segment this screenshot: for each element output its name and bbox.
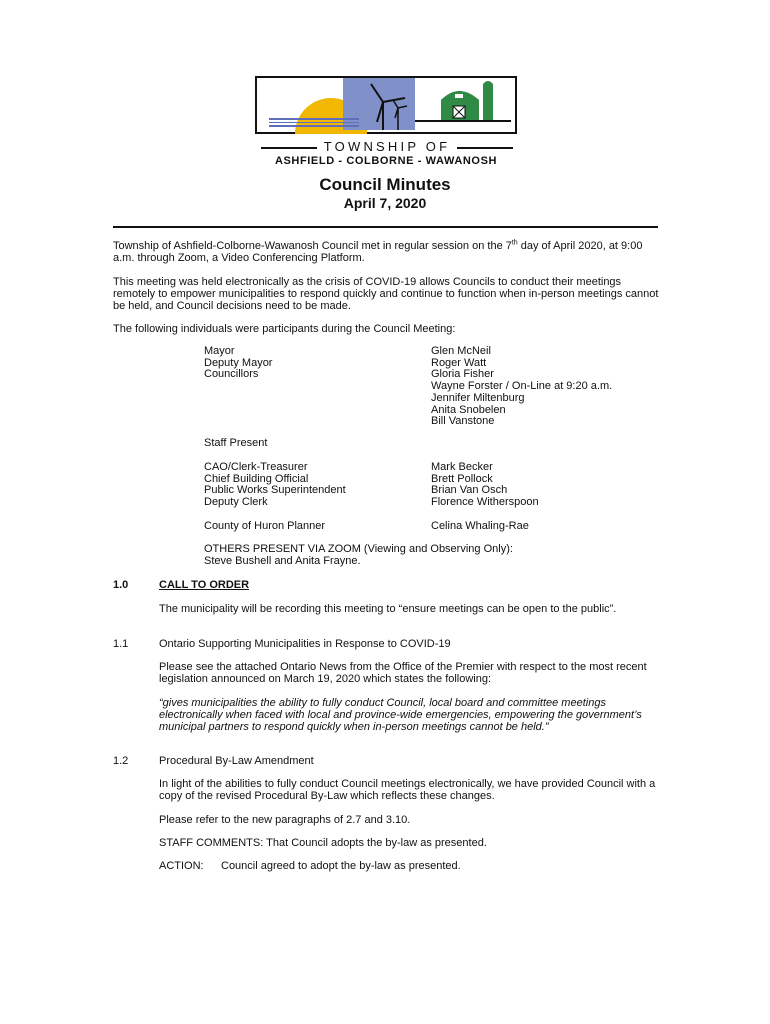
- staff-roles: [204, 462, 346, 509]
- staff-role: Chief Building Official: [204, 472, 309, 485]
- section-heading-bylaw: Procedural By-Law Amendment: [159, 755, 314, 767]
- council-action: [159, 860, 659, 872]
- section-body: In light of the abilities to fully conduct Council meetings electronically, we have provided Council with a copy of the revised Procedural By-Law which reflects these changes.: [159, 778, 656, 802]
- logo-municipality-names: ASHFIELD - COLBORNE - WAWANOSH: [274, 155, 498, 167]
- action-text: Council agreed to adopt the by-law as presented.: [221, 860, 461, 872]
- staff-member: Florence Witherspoon: [431, 496, 539, 509]
- logo-township-text: TOWNSHIP OF: [323, 139, 451, 154]
- participants-intro: The following individuals were participants during the Council Meeting:: [113, 323, 456, 335]
- others-present-heading: OTHERS PRESENT VIA ZOOM (Viewing and Observing Only):: [204, 543, 513, 555]
- role-deputy-mayor: Deputy Mayor: [204, 356, 273, 369]
- staff-member: Mark Becker: [431, 461, 493, 473]
- logo-township-heading: [255, 140, 517, 156]
- logo-rule-right: [457, 147, 513, 149]
- meeting-date: April 7, 2020: [343, 195, 427, 211]
- staff-role: Deputy Clerk: [204, 496, 268, 509]
- council-member: Wayne Forster / On-Line at 9:20 a.m.: [431, 380, 613, 393]
- staff-comments: STAFF COMMENTS: That Council adopts the by-law as presented.: [159, 837, 487, 849]
- staff-member: Brett Pollock: [431, 472, 493, 485]
- title-divider: [113, 226, 658, 228]
- legislation-quote: “gives municipalities the ability to fully conduct Council, local board and committee meetings electronically when faced with local and province-wide emergencies, empowering the government’s municipal partners to respond quickly when in-person meetings cannot be held.”: [159, 697, 642, 733]
- section-body: Please see the attached Ontario News from the Office of the Premier with respect to the most recent legislation announced on March 19, 2020 which states the following:: [159, 661, 647, 685]
- section-body: Please refer to the new paragraphs of 2.7 and 3.10.: [159, 814, 411, 826]
- section-number: 1.2: [113, 755, 129, 767]
- council-roles: [204, 346, 272, 381]
- section-body: The municipality will be recording this meeting to “ensure meetings can be open to the public”.: [159, 603, 617, 615]
- council-member: Gloria Fisher: [431, 368, 494, 381]
- logo-rule-left: [261, 147, 317, 149]
- logo-stripes: [269, 118, 359, 130]
- council-member: Anita Snobelen: [431, 403, 506, 416]
- council-member: Roger Watt: [431, 356, 487, 369]
- logo-ground-line: [415, 120, 511, 122]
- electronic-meeting-paragraph: This meeting was held electronically as the crisis of COVID-19 allows Councils to conduct their meetings remotely to empower municipalities to respond quickly and continue to function when in-person meetings cannot be held, and Council decisions need to be made.: [113, 276, 659, 312]
- section-number: 1.1: [113, 638, 129, 650]
- section-heading-call-to-order: CALL TO ORDER: [159, 579, 250, 591]
- section-heading-covid: Ontario Supporting Municipalities in Response to COVID-19: [159, 638, 451, 650]
- council-member: Glen McNeil: [431, 345, 491, 357]
- council-member: Bill Vanstone: [431, 415, 495, 428]
- others-present-names: Steve Bushell and Anita Frayne.: [204, 554, 361, 567]
- role-councillors: Councillors: [204, 368, 259, 381]
- staff-member: Brian Van Osch: [431, 484, 508, 497]
- role-mayor: Mayor: [204, 345, 235, 357]
- staff-role: Public Works Superintendent: [204, 484, 346, 497]
- section-number: 1.0: [113, 579, 129, 591]
- council-names: [431, 346, 612, 428]
- intro-paragraph: Township of Ashfield-Colborne-Wawanosh Council met in regular session on the 7th day of April 2020, at 9:00 a.m. through Zoom, a Video Conferencing Platform.: [113, 239, 643, 264]
- barn-icon: [433, 78, 503, 130]
- staff-names: [431, 462, 539, 509]
- planner-name: Celina Whaling-Rae: [431, 520, 529, 532]
- staff-heading: Staff Present: [204, 437, 268, 449]
- document-title: Council Minutes: [319, 175, 451, 194]
- staff-role: CAO/Clerk-Treasurer: [204, 461, 308, 473]
- action-label: ACTION:: [159, 860, 204, 872]
- planner-role: County of Huron Planner: [204, 520, 326, 532]
- others-present: [204, 544, 513, 567]
- township-logo: [255, 76, 517, 134]
- council-member: Jennifer Miltenburg: [431, 391, 525, 404]
